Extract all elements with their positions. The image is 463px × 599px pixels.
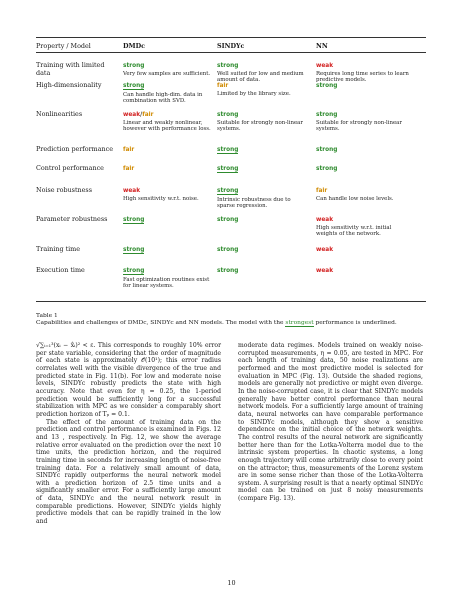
rating-note: High sensitivity w.r.t. noise. bbox=[123, 196, 199, 202]
rating-separator: / bbox=[140, 112, 143, 118]
rating-note: High sensitivity w.r.t. initial weights of the network. bbox=[316, 225, 392, 238]
rating-note: Can handle low noise levels. bbox=[316, 196, 394, 202]
rating-cell bbox=[217, 62, 317, 84]
rating-note: Suitable for strongly non-linear systems. bbox=[316, 120, 402, 133]
rating-label: strong bbox=[316, 112, 338, 118]
capabilities-table bbox=[36, 37, 426, 302]
rating-cell bbox=[217, 146, 317, 154]
rating-note: Suitable for strongly non-linear systems. bbox=[217, 120, 303, 133]
rating-label: strong bbox=[123, 268, 145, 274]
rating-cell bbox=[316, 146, 416, 153]
table-header-row bbox=[36, 38, 426, 52]
rating-label: strong bbox=[123, 83, 145, 89]
left-paragraph-2: The effect of the amount of training data on the prediction and control performance is examined in Figs. 12 and 13 , respectively. In Fig. 12, we show the average relative error evaluated on the prediction over the next 10 time units, the prediction horizon, and the required training time in seconds for increasing length of noise-free training data. For a relatively small amount of data, SINDYc rapidly outperforms the neural network model with a prediction horizon of 2.5 time units and a significantly smaller error. For a sufficiently large amount of data, SINDYc and the neural network result in comparable predictions. However, SINDYc yields highly predictive models that can be rapidly trained in the low and bbox=[36, 418, 221, 526]
rating-label: strong bbox=[123, 217, 145, 223]
rating-label: strong bbox=[217, 188, 239, 194]
table-row bbox=[36, 187, 426, 216]
table-body bbox=[36, 53, 426, 301]
header-dmdc: DMDc bbox=[123, 42, 146, 50]
row-property: Control performance bbox=[36, 164, 104, 172]
rating-cell bbox=[217, 187, 317, 210]
rating-label: strong bbox=[217, 268, 239, 274]
rating-cell bbox=[316, 165, 416, 172]
rating-label: weak bbox=[316, 63, 334, 69]
right-text-column bbox=[238, 342, 423, 503]
rating-cell bbox=[217, 111, 317, 133]
table-caption bbox=[36, 313, 431, 328]
rating-label: strong bbox=[316, 83, 338, 89]
rating-label: strong bbox=[316, 166, 338, 172]
rating-label: strong bbox=[217, 166, 239, 172]
rating-cell bbox=[316, 82, 416, 89]
rating-cell bbox=[217, 267, 317, 274]
rating-cell bbox=[123, 267, 223, 290]
row-property: Parameter robustness bbox=[36, 215, 108, 223]
rating-note: Requires long time series to learn predictive models. bbox=[316, 71, 409, 84]
rating-cell bbox=[123, 111, 223, 133]
rating-label: strong bbox=[217, 147, 239, 153]
rating-cell bbox=[217, 165, 317, 173]
rating-cell bbox=[123, 62, 223, 77]
table-row bbox=[36, 146, 426, 165]
left-paragraph-1: √∑ᵢ₌₁³(xᵢ − x̂ᵢ)² < ε. This corresponds to roughly 10% error per state variable, considering that the order of magnitude of each state is approximately 𝒪(10¹); this error radius correlates well with the visible divergence of the true and predicted state in Fig. 11(b). For low and moderate noise levels, SINDYc robustly predicts the state with high accuracy. Note that even for η = 0.25, the 1-period prediction would be sufficiently long for a successful stabilization with MPC as we consider a comparably short prediction horizon of Tₚ = 0.1. bbox=[36, 342, 221, 418]
rating-cell bbox=[316, 187, 416, 202]
header-property: Property / Model bbox=[36, 42, 91, 50]
rating-cell bbox=[316, 62, 416, 84]
rating-label: strong bbox=[123, 63, 145, 69]
rating-label: weak bbox=[316, 268, 334, 274]
rating-note: Limited by the library size. bbox=[217, 91, 291, 97]
rating-cell bbox=[123, 146, 223, 153]
rating-cell bbox=[123, 165, 223, 172]
rating-cell bbox=[123, 187, 223, 202]
row-property: Nonlinearities bbox=[36, 110, 83, 118]
rating-cell bbox=[123, 246, 223, 254]
rating-label: weak bbox=[316, 217, 334, 223]
rating-label: strong bbox=[123, 247, 145, 253]
table-row bbox=[36, 216, 426, 246]
rating-label: fair bbox=[123, 147, 135, 153]
rating-cell bbox=[316, 267, 416, 274]
rating-cell bbox=[217, 216, 317, 223]
right-paragraph-1: moderate data regimes. Models trained on weakly noise-corrupted measurements, η = 0.05, are tested in MPC. For each length of training data, 50 noise realizations are performed and the most predictive model is selected for evaluation in MPC (Fig. 13). Outside the shaded regions, models are generally not predictive or might even diverge. In the noise-corrupted case, it is clear that SINDYc models generally have better control performance than neural network models. For a sufficiently large amount of training data, neural networks can have comparable performance to SINDYc models, although they show a sensitive dependence on the initial choice of the network weights. The control results of the neural network are significantly better here than for the Lotka-Volterra model due to the intrinsic system properties. In chaotic systems, a long enough trajectory will come arbitrarily close to every point on the attractor; thus, measurements of the Lorenz system are in some sense richer than those of the Lotka-Volterra system. A surprising result is that a nearly optimal SINDYc model can be trained on just 8 noisy measurements (compare Fig. 13). bbox=[238, 342, 423, 503]
row-property: Training with limited data bbox=[36, 61, 105, 77]
left-text-column bbox=[36, 342, 221, 526]
rating-label: fair bbox=[123, 166, 135, 172]
header-nn: NN bbox=[316, 42, 328, 50]
rating-note: Very few samples are sufficient. bbox=[123, 71, 211, 77]
row-property: Execution time bbox=[36, 266, 85, 274]
rating-label: strong bbox=[217, 247, 239, 253]
rating-note: Well suited for low and medium amount of data. bbox=[217, 71, 304, 84]
row-property: High-dimensionality bbox=[36, 81, 102, 89]
rating-label: strong bbox=[316, 147, 338, 153]
caption-text bbox=[36, 320, 431, 327]
caption-text-after: performance is underlined. bbox=[313, 320, 397, 327]
rating-label: fair bbox=[217, 83, 229, 89]
rating-note: Can handle high-dim. data in combination with SVD. bbox=[123, 92, 203, 105]
rating-note: Intrinsic robustness due to sparse regression. bbox=[217, 197, 291, 210]
rating-cell bbox=[123, 82, 223, 105]
rating-label: strong bbox=[217, 63, 239, 69]
table-row bbox=[36, 246, 426, 267]
caption-label: Table 1 bbox=[36, 313, 58, 319]
page-number: 10 bbox=[227, 579, 236, 587]
rating-cell bbox=[316, 246, 416, 253]
rating-cell bbox=[217, 246, 317, 253]
row-property: Prediction performance bbox=[36, 145, 113, 153]
table-row bbox=[36, 62, 426, 82]
rating-label: strong bbox=[217, 217, 239, 223]
rating-label: weak bbox=[123, 112, 141, 118]
rating-label: weak bbox=[316, 247, 334, 253]
caption-text-before: Capabilities and challenges of DMDc, SINDYc and NN models. The model with the bbox=[36, 320, 286, 327]
rating-cell bbox=[123, 216, 223, 224]
header-sindyc: SINDYc bbox=[217, 42, 245, 50]
caption-strongest: strongest bbox=[285, 320, 314, 327]
rating-label: fair bbox=[316, 188, 328, 194]
table-bottom-rule bbox=[36, 301, 426, 302]
rating-cell bbox=[316, 111, 416, 133]
rating-cell bbox=[217, 82, 317, 97]
rating-label-secondary: fair bbox=[142, 112, 154, 118]
rating-note: Fast optimization routines exist for linear systems. bbox=[123, 277, 210, 290]
table-row bbox=[36, 267, 426, 299]
table-row bbox=[36, 111, 426, 146]
rating-label: weak bbox=[123, 188, 141, 194]
rating-label: strong bbox=[217, 112, 239, 118]
table-row bbox=[36, 165, 426, 187]
row-property: Noise robustness bbox=[36, 186, 92, 194]
row-property: Training time bbox=[36, 245, 81, 253]
rating-cell bbox=[316, 216, 416, 238]
table-row bbox=[36, 82, 426, 111]
rating-note: Linear and weakly nonlinear, however with performance loss. bbox=[123, 120, 211, 133]
